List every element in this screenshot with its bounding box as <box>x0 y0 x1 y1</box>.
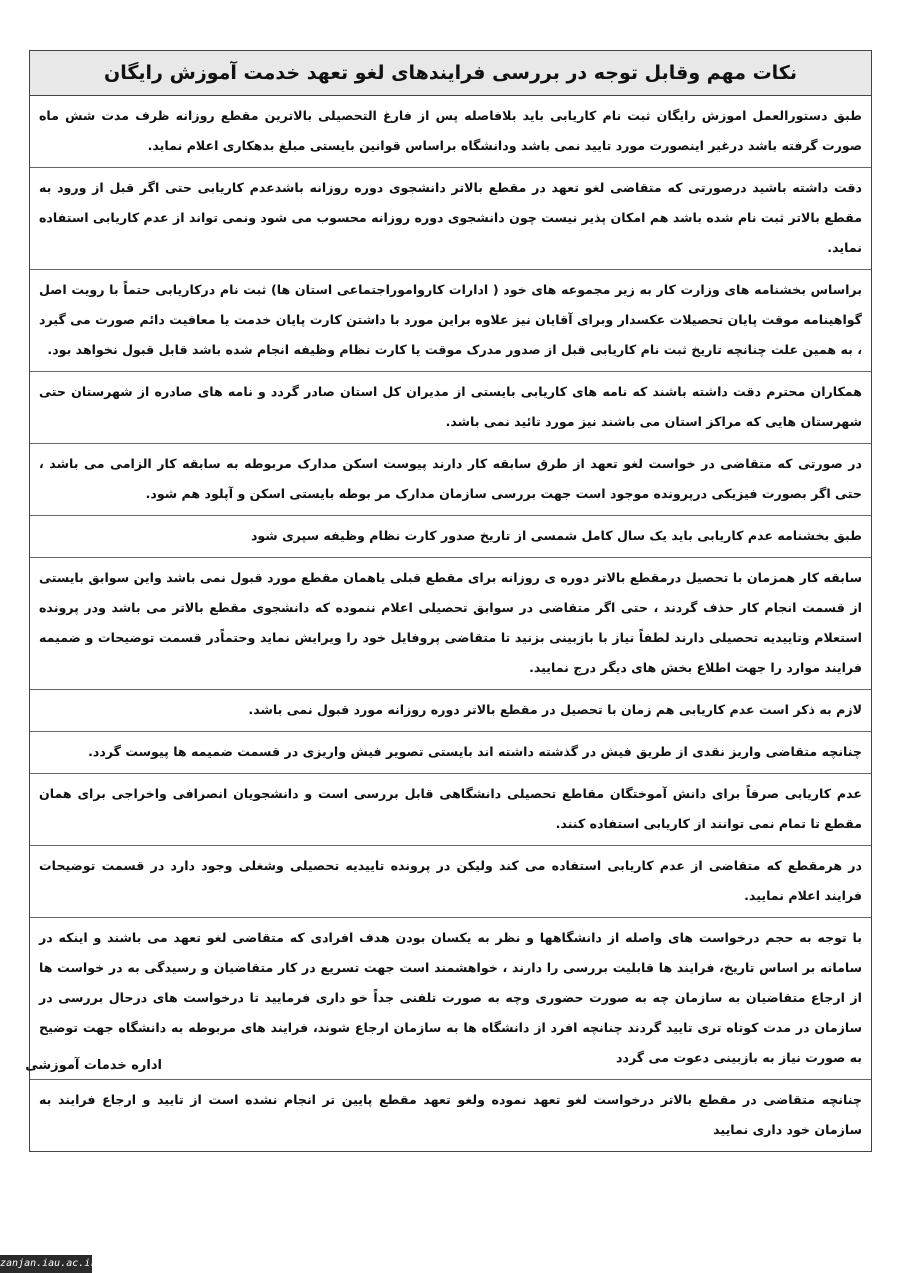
notes-table <box>29 50 872 1152</box>
note-row-6: طبق بخشنامه عدم کاریابی باید یک سال کامل شمسی از تاریخ صدور کارت نظام وظیفه سپری شود <box>30 515 871 557</box>
note-row-1: طبق دستورالعمل اموزش رایگان ثبت نام کاریابی باید بلافاصله پس از فارغ التحصیلی بالاترین مقطع روزانه ظرف مدت شش ماه صورت گرفته باشد درغیر اینصورت مورد تایید نمی باشد ودانشگاه براساس قوانین بایستی مبلغ بدهکاری اعلام نماید. <box>39 108 862 153</box>
document-title: نکات مهم وقابل توجه در بررسی فرایندهای لغو تعهد خدمت آموزش رایگان <box>30 51 871 96</box>
note-row-2: دقت داشته باشید درصورتی که متقاضی لغو تعهد در مقطع بالاتر دانشجوی دوره روزانه باشدعدم کاریابی حتی اگر قبل از ورود به مقطع بالاتر ثبت نام شده باشد هم امکان پذیر نیست چون دانشجوی دوره روزانه محسوب می شود ونمی تواند از عدم کاریابی استفاده نماید. <box>30 167 871 269</box>
note-row-3: براساس بخشنامه های وزارت کار به زیر مجموعه های خود ( ادارات کارواموراجتماعی استان ها) ثبت نام درکاریابی حتماً با رویت اصل گواهینامه موقت پایان تحصیلات عکسدار وبرای آقایان نیز علاوه براین مورد با داشتن کارت پایان خدمت یا معافیت دائم صورت می گیرد ، به همین علت چنانچه تاریخ ثبت نام کاریابی قبل از صدور مدرک موقت یا کارت نظام وظیفه انجام شده باشد قابل قبول نخواهد بود. <box>30 269 871 371</box>
note-row-11: در هرمقطع که متقاضی از عدم کاریابی استفاده می کند ولیکن در پرونده تاییدیه تحصیلی وشغلی وجود دارد در قسمت توضیحات فرایند اعلام نمایید. <box>30 845 871 917</box>
note-row-7: سابقه کار همزمان با تحصیل درمقطع بالاتر دوره ی روزانه برای مقطع قبلی یاهمان مقطع مورد قبول نمی باشد واین سوابق بایستی از قسمت انجام کار حذف گردند ، حتی اگر متقاضی در سوابق تحصیلی اعلام ننموده که دانشجوی مقطع بالاتر می باشد ودر پرونده استعلام وتاییدیه تحصیلی دارند لطفاً نیاز با بازبینی بزنید تا متقاضی پروفایل خود را ویرایش نماید وحتماًدر قسمت توضیحات و ضمیمه فرایند موارد را جهت اطلاع بخش های دیگر درج نمایید. <box>30 557 871 689</box>
site-url-badge[interactable]: zanjan.iau.ac.ir <box>0 1255 92 1273</box>
note-row-9: چنانچه متقاضی واریز نقدی از طریق فیش در گذشته داشته اند بایستی تصویر فیش واریزی در قسمت ضمیمه ها پیوست گردد. <box>30 731 871 773</box>
notes-list <box>30 96 871 1151</box>
note-row-8: لازم به ذکر است عدم کاریابی هم زمان با تحصیل در مقطع بالاتر دوره روزانه مورد قبول نمی باشد. <box>30 689 871 731</box>
note-row-12: با توجه به حجم درخواست های واصله از دانشگاهها و نظر به یکسان بودن هدف افرادی که متقاضی لغو تعهد می باشند و اینکه در سامانه بر اساس تاریخ، فرایند ها قابلیت بررسی را دارند ، خواهشمند است جهت تسریع در کار متقاضیان و رسیدگی به در خواست ها از ارجاع متقاضیان به سازمان چه به صورت حضوری وچه به صورت تلفنی جداً خو داری فرمایید تا درخواست های درحال بررسی در سازمان در مدت کوتاه تری تایید گردند چنانچه افرد از دانشگاه ها به سازمان ارجاع شوند، فرایند های مربوطه به دانشگاه جهت توضیح به صورت نیاز به بازبینی دعوت می گردد <box>30 917 871 1079</box>
note-row-5: در صورتی که متقاضی در خواست لغو تعهد از طرق سابقه کار دارند پیوست اسکن مدارک مربوطه به سابقه کار الزامی می باشد ، حتی اگر بصورت فیزیکی درپرونده موجود است جهت بررسی سازمان مدارک مر بوطه بایستی اسکن و آپلود هم شود. <box>30 443 871 515</box>
note-row-10: عدم کاریابی صرفاً برای دانش آموختگان مقاطع تحصیلی دانشگاهی قابل بررسی است و دانشجویان انصرافی واخراجی برای همان مقطع تا تمام نمی توانند از کاریابی استفاده کنند. <box>30 773 871 845</box>
note-row-4: همکاران محترم دقت داشته باشند که نامه های کاریابی بایستی از مدیران کل استان صادر گردد و نامه های صادره از شهرستان حتی شهرستان هایی که مراکز استان می باشند نیز مورد تائید نمی باشد. <box>30 371 871 443</box>
note-row-13: چنانچه متقاضی در مقطع بالاتر درخواست لغو تعهد نموده ولغو تعهد مقطع پایین تر انجام نشده است از تایید و ارجاع فرایند به سازمان خود داری نمایید <box>30 1079 871 1151</box>
footer-signature: اداره خدمات آموزشی <box>25 1058 162 1073</box>
